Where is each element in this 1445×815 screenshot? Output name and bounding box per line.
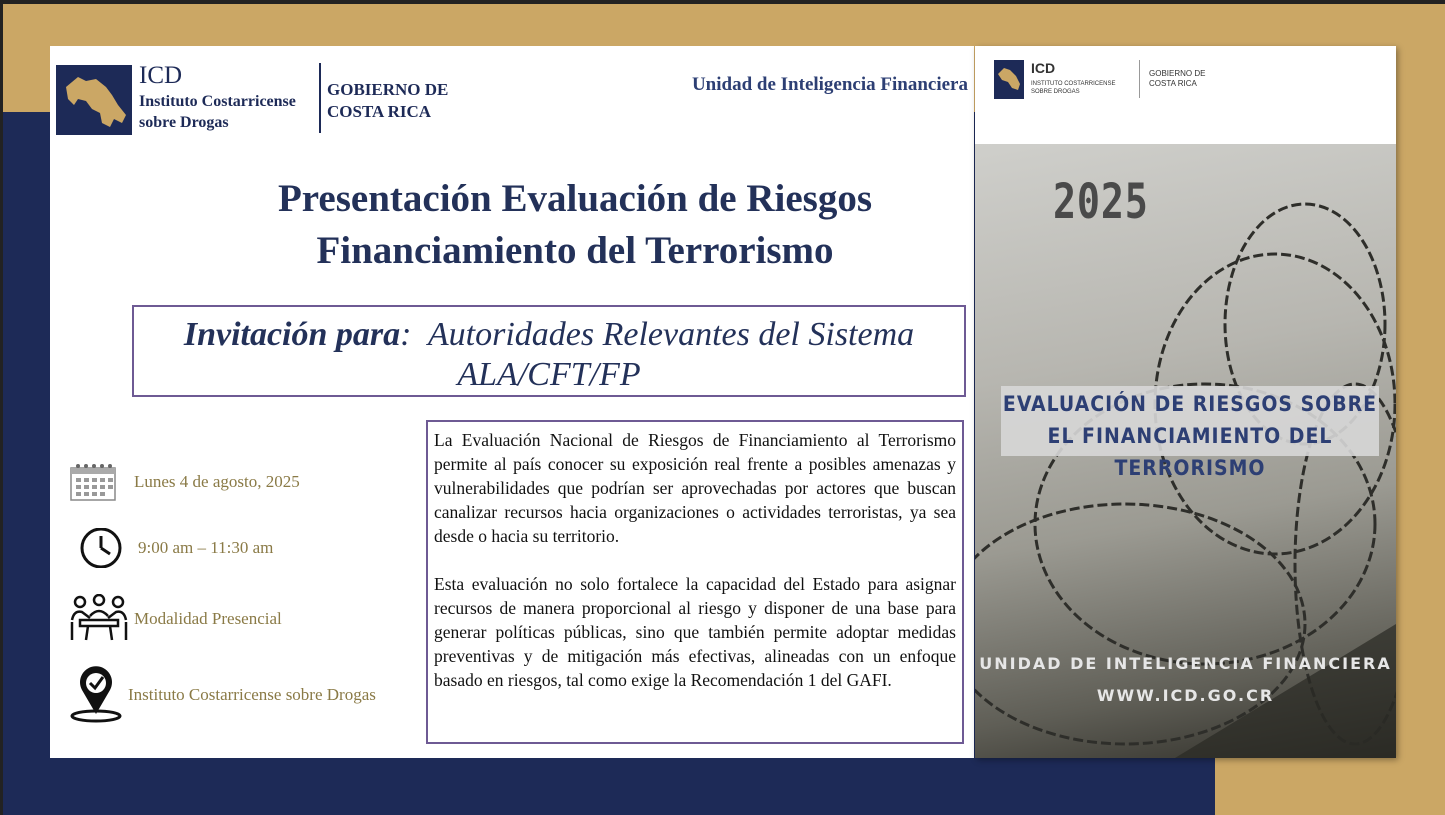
place-row [68,666,376,724]
cover-header-divider [1139,60,1140,98]
date-row [68,462,300,502]
location-pin-icon [68,666,124,724]
mode-row [68,594,282,644]
costa-rica-map-icon [994,60,1024,99]
cover-title: EVALUACIÓN DE RIESGOS SOBRE EL FINANCIAMIENTO DEL TERRORISMO [1002,392,1378,480]
event-date: Lunes 4 de agosto, 2025 [134,472,300,491]
cover-icd-name: INSTITUTO COSTARRICENSE SOBRE DROGAS [1031,81,1116,95]
icd-logo [56,65,132,135]
cover-header [975,46,1396,144]
invitation-box [132,305,966,397]
event-mode: Modalidad Presencial [134,609,282,628]
unit-label: Unidad de Inteligencia Financiera [691,74,968,95]
clock-icon [78,528,128,568]
header-divider [319,63,321,133]
cover-icd-abbreviation: ICD [1031,60,1056,76]
event-place: Instituto Costarricense sobre Drogas [128,685,376,704]
time-row [68,528,273,568]
meeting-icon [68,594,130,644]
invitation-label: Invitación para [183,316,401,353]
description-box [426,420,964,744]
cover-government-label: GOBIERNO DE COSTA RICA [1149,69,1206,88]
page-title: Presentación Evaluación de Riesgos Financiamiento del Terrorismo [277,177,873,272]
description-paragraph-1: La Evaluación Nacional de Riesgos de Financiamiento al Terrorismo permite al país conocer su exposición real frente a posibles amenazas y vulnerabilidades que podrían ser aprovechadas por actores que buscan canalizar recursos hacia organizaciones o actividades terroristas, ya sea desde o hacia su territorio. [434,430,956,546]
costa-rica-map-icon [56,65,132,135]
cover-unit: UNIDAD DE INTELIGENCIA FINANCIERA [979,654,1392,673]
cover-logo [994,60,1024,99]
cover-year: 2025 [1053,174,1149,230]
invitation-colon: : [400,316,428,353]
icd-full-name: Instituto Costarricense sobre Drogas [139,93,296,131]
invitation-audience: Autoridades Relevantes del Sistema ALA/CFT/FP [427,316,915,393]
report-cover [975,46,1396,758]
frame-top-border [0,0,1445,4]
description-paragraph-2: Esta evaluación no solo fortalece la capacidad del Estado para asignar recursos de manera proporcional al riesgo y disponer de una base para generar políticas públicas, sino que también permite adoptar medidas preventivas y de mitigación más efectivas, alineadas con un enfoque basado en riesgos, tal como exige la Recomendación 1 del GAFI. [434,574,956,690]
frame-left-border [0,0,3,815]
cover-footer [975,648,1396,712]
invitation-card [50,46,974,758]
event-time: 9:00 am – 11:30 am [138,538,274,557]
government-label: GOBIERNO DE COSTA RICA [327,80,449,121]
icd-abbreviation: ICD [139,62,183,89]
calendar-icon [68,462,118,502]
cover-url: WWW.ICD.GO.CR [1096,686,1275,705]
